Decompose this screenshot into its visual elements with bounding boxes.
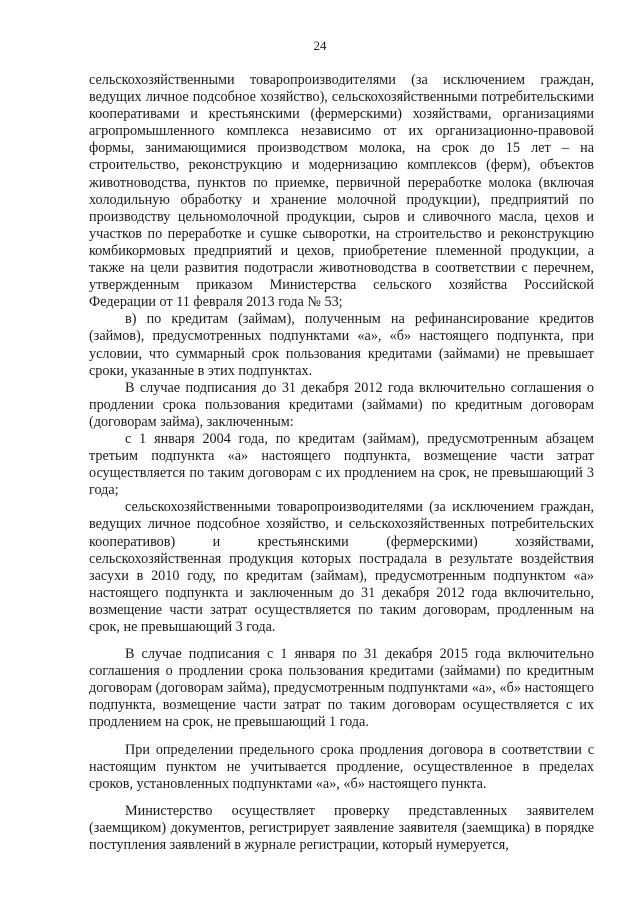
page-number: 24	[313, 38, 327, 53]
paragraph-5: сельскохозяйственными товаропроизводителями (за исключением граждан, ведущих личное подсобное хозяйство, и сельскохозяйственных потребительских кооперативов) и крестьянскими (фермерскими) хозяйствами, сельскохозяйственная продукция которых пострадала в результате воздействия засухи в 2010 году, по кредитам (займам), предусмотренным подпунктом «а» настоящего подпункта и заключенным до 31 декабря 2012 года включительно, возмещение части затрат осуществляется по таким договорам, продленным на срок, не превышающий 3 года.	[89, 499, 594, 635]
document-body	[89, 72, 594, 854]
paragraph-7: При определении предельного срока продления договора в соответствии с настоящим пунктом не учитывается продление, осуществленное в пределах сроков, установленных подпунктами «а», «б» настоящего пункта.	[89, 741, 594, 792]
paragraph-8: Министерство осуществляет проверку представленных заявителем (заемщиком) документов, регистрирует заявление заявителя (заемщика) в порядке поступления заявлений в журнале регистрации, который нумеруется,	[89, 802, 594, 854]
paragraph-6: В случае подписания с 1 января по 31 декабря 2015 года включительно соглашения о продлении срока пользования кредитами (займами) по кредитным договорам (договорам займа), предусмотренным подпунктами «а», «б» настоящего подпункта, возмещение части затрат по таким договорам осуществляется с их продлением на срок, не превышающий 1 года.	[89, 646, 594, 731]
paragraph-1: сельскохозяйственными товаропроизводителями (за исключением граждан, ведущих личное подсобное хозяйство), сельскохозяйственными потребительскими кооперативами и крестьянскими (фермерскими) хозяйствами, организациями агропромышленного комплекса независимо от их организационно-правовой формы, занимающимися производством молока, на срок до 15 лет – на строительство, реконструкцию и модернизацию комплексов (ферм), объектов животноводства, пунктов по приемке, первичной переработке молока (включая холодильную обработку и хранение молочной продукции), предприятий по производству цельномолочной продукции, сыров и сливочного масла, цехов и участков по переработке и сушке сыворотки, на строительство и реконструкцию комбикормовых предприятий и цехов, приобретение племенной продукции, а также на цели развития подотрасли животноводства в соответствии с перечнем, утвержденным приказом Министерства сельского хозяйства Российской Федерации от 11 февраля 2013 года № 53;	[89, 72, 594, 311]
paragraph-4: с 1 января 2004 года, по кредитам (займам), предусмотренным абзацем третьим подпункта «а» настоящего подпункта, возмещение части затрат осуществляется по таким договорам с их продлением на срок, не превышающий 3 года;	[89, 430, 594, 499]
paragraph-2: в) по кредитам (займам), полученным на рефинансирование кредитов (займов), предусмотренных подпунктами «а», «б» настоящего подпункта, при условии, что суммарный срок пользования кредитами (займами) не превышает сроки, указанные в этих подпунктах.	[89, 311, 594, 379]
paragraph-3: В случае подписания до 31 декабря 2012 года включительно соглашения о продлении срока пользования кредитами (займами) по кредитным договорам (договорам займа), заключенным:	[89, 379, 594, 430]
